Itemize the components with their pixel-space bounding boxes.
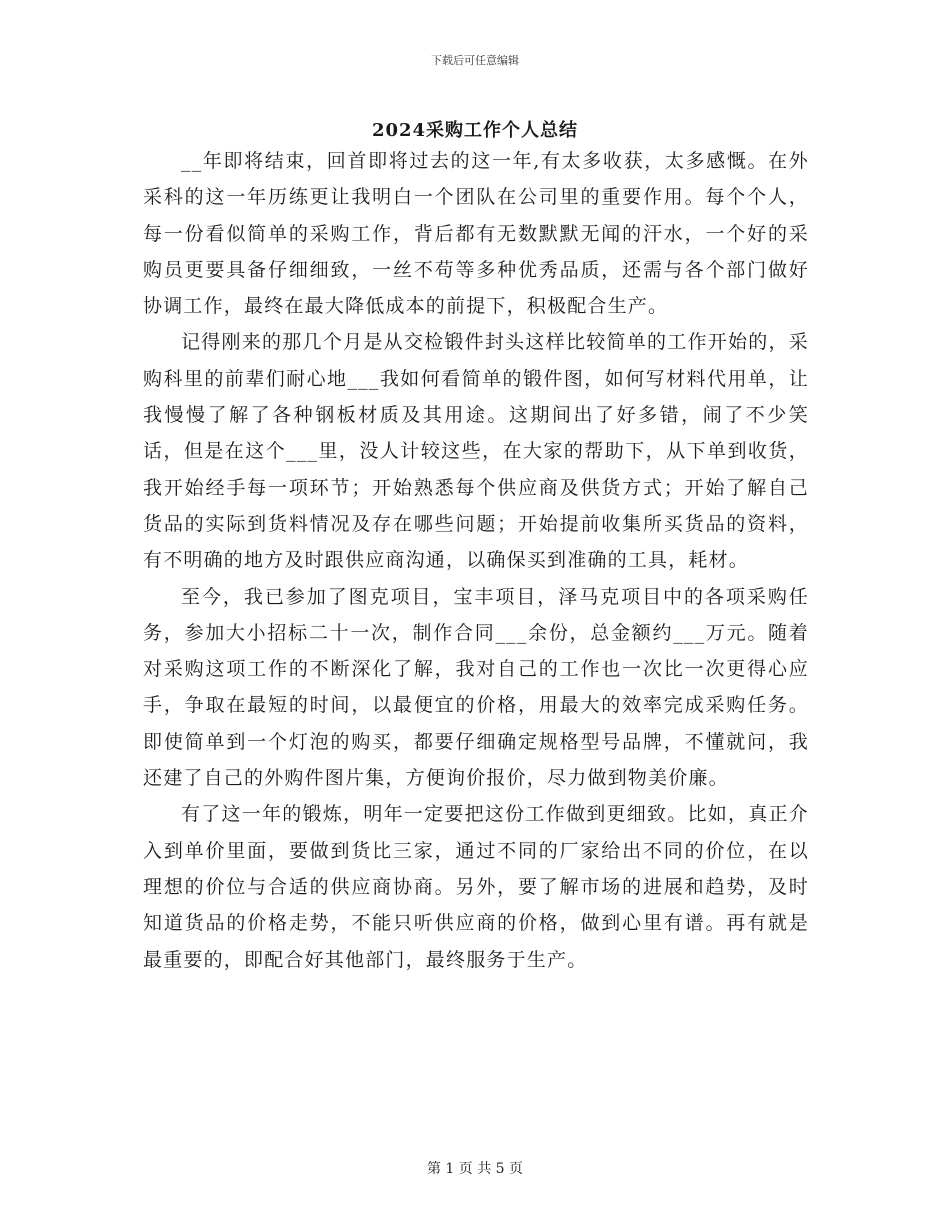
- paragraph-early-months: 记得刚来的那几个月是从交检锻件封头这样比较简单的工作开始的，采购科里的前辈们耐心地___我如何看简单的锻件图，如何写材料代用单，让我慢慢了解了各种钢板材质及其用途。这期间出了好多错，闹了不少笑话，但是在这个___里，没人计较这些，在大家的帮助下，从下单到收货，我开始经手每一项环节；开始熟悉每个供应商及供货方式；开始了解自己货品的实际到货料情况及存在哪些问题；开始提前收集所买货品的资料，有不明确的地方及时跟供应商沟通，以确保买到准确的工具，耗材。: [143, 331, 809, 572]
- paragraph-next-year-plan: 有了这一年的锻炼，明年一定要把这份工作做到更细致。比如，真正介入到单价里面，要做到货比三家，通过不同的厂家给出不同的价位，在以理想的价位与合适的供应商协商。另外，要了解市场的进展和趋势，及时知道货品的价格走势，不能只听供应商的价格，做到心里有谱。再有就是最重要的，即配合好其他部门，最终服务于生产。: [143, 803, 809, 971]
- page-header-note: 下载后可任意编辑: [431, 54, 519, 67]
- page-number: 第 1 页 共 5 页: [426, 1161, 524, 1177]
- paragraph-intro: __年即将结束，回首即将过去的这一年,有太多收获，太多感慨。在外采科的这一年历练更让我明白一个团队在公司里的重要作用。每个个人，每一份看似简单的采购工作，背后都有无数默默无闻的汗水，一个好的采购员更要具备仔细细致，一丝不苟等多种优秀品质，还需与各个部门做好协调工作，最终在最大降低成本的前提下，积极配合生产。: [143, 150, 809, 318]
- document-body: [143, 143, 809, 978]
- paragraph-achievements: 至今，我已参加了图克项目，宝丰项目，泽马克项目中的各项采购任务，参加大小招标二十一次，制作合同___余份，总金额约___万元。随着对采购这项工作的不断深化了解，我对自己的工作也一次比一次更得心应手，争取在最短的时间，以最便宜的价格，用最大的效率完成采购任务。即使简单到一个灯泡的购买，都要仔细确定规格型号品牌，不懂就问，我还建了自己的外购件图片集，方便询价报价，尽力做到物美价廉。: [143, 585, 809, 790]
- document-title: 2024采购工作个人总结: [371, 120, 579, 141]
